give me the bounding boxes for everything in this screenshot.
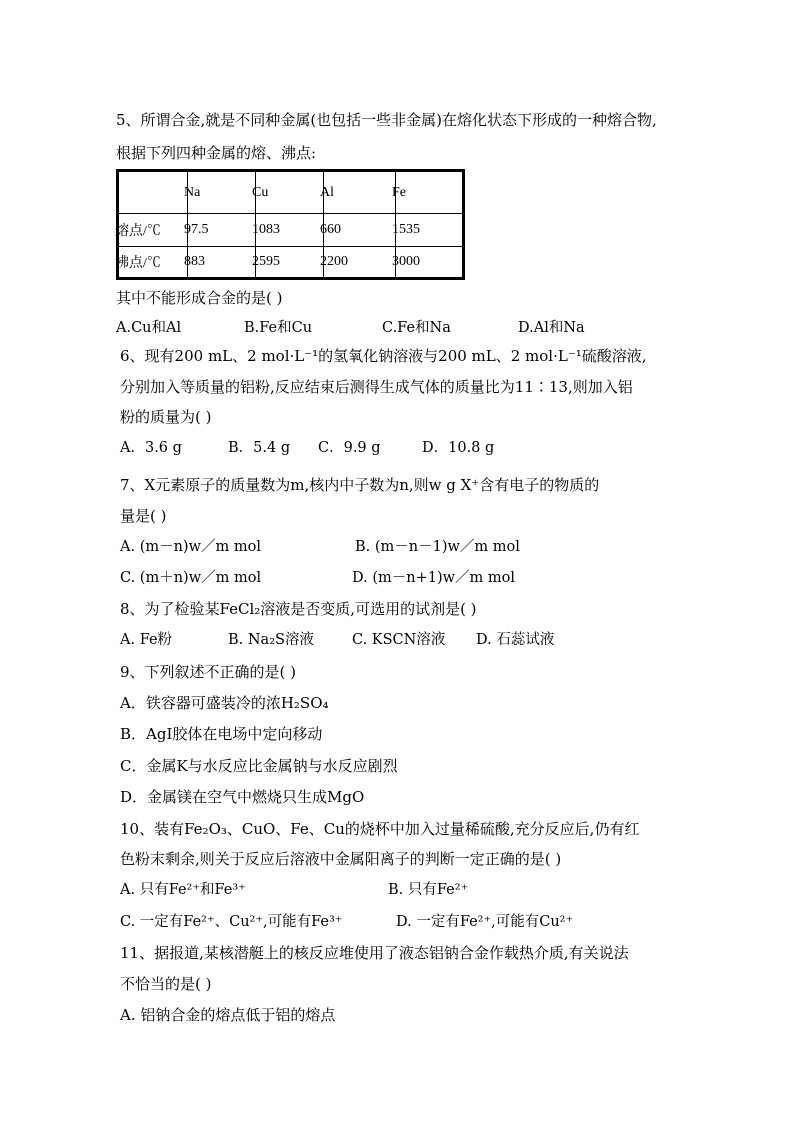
table-cell: Cu xyxy=(256,171,324,214)
q11-line-2: 不恰当的是( ) xyxy=(120,975,212,993)
option-b: B.Fe和Cu xyxy=(244,320,313,336)
table-cell: Al xyxy=(324,171,396,214)
q9-line-1: 9、下列叙述不正确的是( ) xyxy=(120,663,297,681)
option-a: A. (m－n)w／m mol xyxy=(120,539,261,555)
table-cell: 3000 xyxy=(396,246,464,278)
q6-line-1: 6、现有200 mL、2 mol·L⁻¹的氢氧化钠溶液与200 mL、2 mol·L⁻¹硫酸溶液, xyxy=(120,347,647,365)
q7-line-1: 7、X元素原子的质量数为m,核内中子数为n,则w g X⁺含有电子的物质的 xyxy=(120,476,600,494)
q7-line-2: 量是( ) xyxy=(120,507,167,525)
table-cell: Fe xyxy=(396,171,464,214)
table-cell: 883 xyxy=(188,246,256,278)
table-cell: 660 xyxy=(324,214,396,246)
option-d: D．10.8 g xyxy=(422,440,495,456)
table-cell: 沸点/℃ xyxy=(118,246,188,278)
q9-option-c: C．金属K与水反应比金属钠与水反应剧烈 xyxy=(120,757,398,775)
table-cell: 熔点/℃ xyxy=(118,214,188,246)
table-row xyxy=(118,246,464,278)
q6-line-2: 分别加入等质量的铝粉,反应结束后测得生成气体的质量比为11∶13,则加入铝 xyxy=(120,378,633,396)
table-row xyxy=(118,214,464,246)
table-header-row xyxy=(118,171,464,214)
q8-line-1: 8、为了检验某FeCl₂溶液是否变质,可选用的试剂是( ) xyxy=(120,600,477,618)
table-cell: 2595 xyxy=(256,246,324,278)
q9-option-d: D．金属镁在空气中燃烧只生成MgO xyxy=(120,788,365,806)
table-cell: Na xyxy=(188,171,256,214)
q5-question: 其中不能形成合金的是( ) xyxy=(116,289,283,307)
melting-point-table xyxy=(116,169,465,280)
option-a: A. 只有Fe²⁺和Fe³⁺ xyxy=(120,882,246,898)
table-cell: 1083 xyxy=(256,214,324,246)
option-d: D. 一定有Fe²⁺,可能有Cu²⁺ xyxy=(396,914,574,930)
option-c: C. (m＋n)w／m mol xyxy=(120,570,262,586)
option-c: C. 一定有Fe²⁺、Cu²⁺,可能有Fe³⁺ xyxy=(120,914,343,930)
q6-line-3: 粉的质量为( ) xyxy=(120,408,212,426)
option-a: A. Fe粉 xyxy=(120,632,173,648)
table-cell xyxy=(118,171,188,214)
option-c: C. KSCN溶液 xyxy=(352,632,446,648)
option-b: B. Na₂S溶液 xyxy=(228,632,314,648)
option-b: B. (m－n－1)w／m mol xyxy=(355,539,520,555)
q11-option-a: A. 铝钠合金的熔点低于铝的熔点 xyxy=(120,1006,336,1024)
option-c: C.Fe和Na xyxy=(382,320,451,336)
table-cell: 97.5 xyxy=(188,214,256,246)
q10-line-2: 色粉末剩余,则关于反应后溶液中金属阳离子的判断一定正确的是( ) xyxy=(120,850,562,868)
option-d: D.Al和Na xyxy=(518,320,585,336)
option-b: B．5.4 g xyxy=(228,440,291,456)
option-c: C．9.9 g xyxy=(318,440,381,456)
q9-option-a: A．铁容器可盛装冷的浓H₂SO₄ xyxy=(120,694,329,712)
table-cell: 2200 xyxy=(324,246,396,278)
option-a: A.Cu和Al xyxy=(116,320,182,336)
q5-line-1: 5、所谓合金,就是不同种金属(也包括一些非金属)在熔化状态下形成的一种熔合物, xyxy=(116,111,657,129)
q11-line-1: 11、据报道,某核潜艇上的核反应堆使用了液态铝钠合金作载热介质,有关说法 xyxy=(120,944,629,962)
q5-line-2: 根据下列四种金属的熔、沸点: xyxy=(116,144,317,162)
q10-line-1: 10、装有Fe₂O₃、CuO、Fe、Cu的烧杯中加入过量稀硫酸,充分反应后,仍有红 xyxy=(120,820,640,838)
option-d: D. 石蕊试液 xyxy=(476,632,555,648)
table-cell: 1535 xyxy=(396,214,464,246)
q9-option-b: B．AgI胶体在电场中定向移动 xyxy=(120,725,323,743)
option-d: D. (m－n+1)w／m mol xyxy=(352,570,515,586)
option-a: A．3.6 g xyxy=(120,440,182,456)
option-b: B. 只有Fe²⁺ xyxy=(388,882,469,898)
